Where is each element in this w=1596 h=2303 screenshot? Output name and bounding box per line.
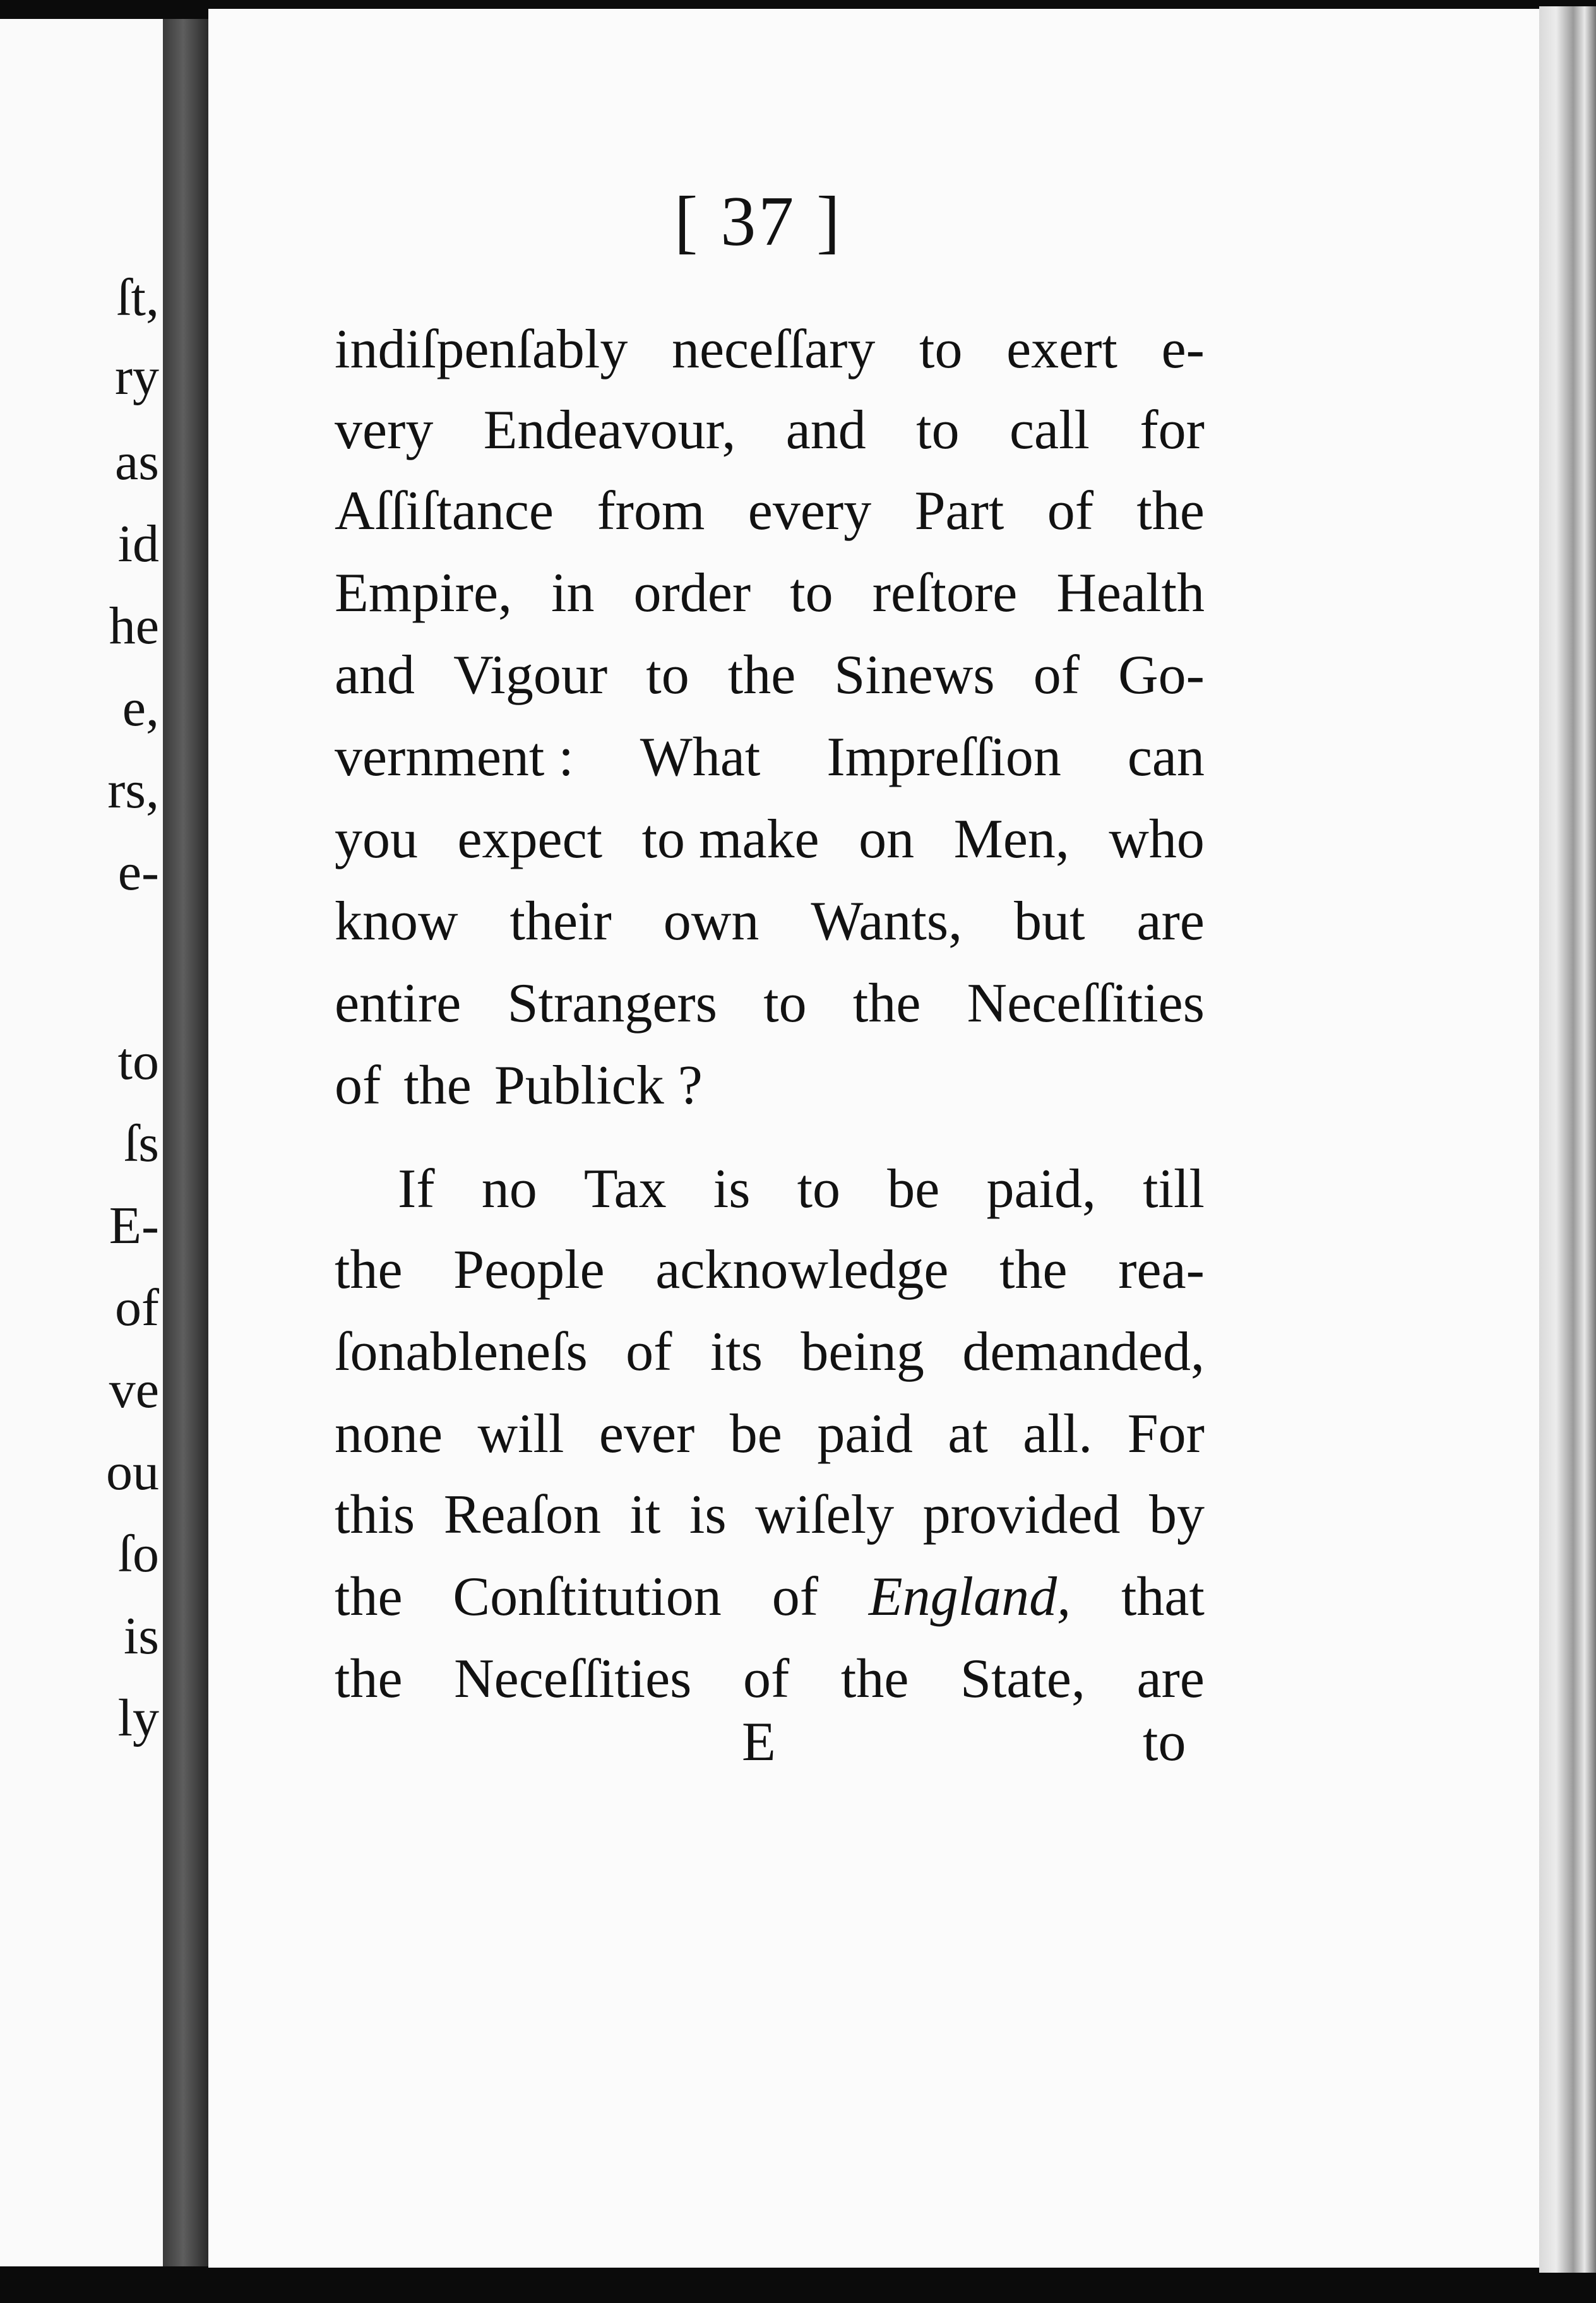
word: entire <box>335 973 462 1034</box>
facing-page-fragment: ou <box>106 1443 159 1501</box>
text-line <box>398 1158 1205 1220</box>
word: order <box>633 562 751 624</box>
word: Vigour <box>453 645 608 706</box>
word: on <box>859 809 915 870</box>
facing-page-fragment: ſo <box>117 1525 159 1583</box>
word: What <box>640 727 761 788</box>
text-line <box>335 1648 1205 1710</box>
word: very <box>335 400 434 461</box>
word: to <box>763 973 807 1034</box>
facing-page-fragment: e, <box>122 679 159 737</box>
word: the <box>335 1648 403 1710</box>
word: ever <box>598 1403 695 1465</box>
text-line <box>335 1055 1205 1116</box>
word: the <box>999 1239 1068 1300</box>
word: the <box>335 1566 403 1628</box>
facing-page-edge <box>0 19 163 2266</box>
word: vernment : <box>335 727 574 788</box>
word: every <box>747 480 872 542</box>
word: to make <box>641 809 819 870</box>
word: from <box>597 480 705 542</box>
word: but <box>1014 891 1085 952</box>
word: demanded, <box>962 1321 1205 1383</box>
word: paid, <box>986 1158 1096 1220</box>
facing-page-fragment: rs, <box>107 761 159 819</box>
word: acknowledge <box>655 1239 949 1300</box>
word: own <box>663 891 759 952</box>
word: to <box>797 1158 841 1220</box>
word: their <box>509 891 612 952</box>
word: the <box>852 973 921 1034</box>
word: Conſtitution <box>453 1566 722 1628</box>
word: neceſſary <box>671 319 876 380</box>
facing-page-fragment: to <box>117 1032 159 1091</box>
word: rea- <box>1118 1239 1205 1300</box>
word: Sinews <box>834 645 995 706</box>
word: Neceſſities <box>967 973 1205 1034</box>
word: of <box>626 1321 672 1383</box>
word: that <box>1121 1566 1205 1628</box>
facing-page-fragment: ſs <box>123 1114 159 1173</box>
text-line <box>335 1403 1205 1465</box>
facing-page-fragment: ry <box>115 347 159 406</box>
word: the <box>403 1055 472 1116</box>
word: its <box>710 1321 763 1383</box>
text-line <box>335 1484 1205 1545</box>
text-line <box>335 1239 1205 1300</box>
word: no <box>481 1158 537 1220</box>
word: at <box>948 1403 988 1465</box>
word: is <box>689 1484 727 1545</box>
word: and <box>785 400 866 461</box>
word: to <box>646 645 689 706</box>
word: of <box>742 1648 790 1710</box>
text-line <box>335 645 1205 706</box>
word: for <box>1140 400 1205 461</box>
text-line <box>335 727 1205 788</box>
gutter-shadow <box>163 19 208 2266</box>
word: be <box>729 1403 782 1465</box>
word: be <box>887 1158 940 1220</box>
catchword: to <box>1143 1711 1186 1773</box>
word: For <box>1127 1403 1205 1465</box>
word: the <box>840 1648 909 1710</box>
word: are <box>1136 1648 1205 1710</box>
word: who <box>1109 809 1205 870</box>
word: provided <box>922 1484 1121 1545</box>
word: Go- <box>1118 645 1205 706</box>
facing-page-fragment: is <box>123 1607 159 1665</box>
word: Publick ? <box>494 1055 703 1116</box>
word: to <box>790 562 833 624</box>
facing-page-fragment: ve <box>109 1360 159 1419</box>
facing-page-fragment: as <box>115 432 159 491</box>
word: can <box>1127 727 1205 788</box>
facing-page-fragment: ly <box>117 1689 159 1747</box>
word: this <box>335 1484 415 1545</box>
word: to <box>919 319 963 380</box>
word: wiſely <box>755 1484 895 1545</box>
text-line <box>335 400 1205 461</box>
facing-page-fragment: e- <box>117 843 159 902</box>
word: of <box>771 1566 818 1628</box>
text-line <box>335 973 1205 1034</box>
word: State, <box>960 1648 1085 1710</box>
word: exert <box>1006 319 1117 380</box>
word: of <box>1033 645 1080 706</box>
word: the <box>335 1239 403 1300</box>
word: Wants, <box>811 891 963 952</box>
word: indiſpenſably <box>335 319 628 380</box>
word: is <box>713 1158 751 1220</box>
word: Part <box>914 480 1004 542</box>
word: Health <box>1056 562 1205 624</box>
word: paid <box>817 1403 913 1465</box>
word: the <box>1136 480 1205 542</box>
word: and <box>335 645 415 706</box>
word: ſonableneſs <box>335 1321 588 1383</box>
text-line <box>335 891 1205 952</box>
word: Empire, <box>335 562 513 624</box>
word: you <box>335 809 418 870</box>
word: Impreſſion <box>826 727 1061 788</box>
word: e- <box>1161 319 1205 380</box>
page-number: [ 37 ] <box>674 182 843 261</box>
word: England, <box>868 1566 1071 1628</box>
facing-page-fragment: ſt, <box>116 268 159 327</box>
word: by <box>1149 1484 1205 1545</box>
word: being <box>801 1321 924 1383</box>
word: Strangers <box>507 973 717 1034</box>
text-line <box>335 562 1205 624</box>
text-line <box>335 319 1205 380</box>
word: Neceſſities <box>454 1648 692 1710</box>
word: reſtore <box>872 562 1018 624</box>
word: Aſſiſtance <box>335 480 554 542</box>
facing-page-fragment: of <box>115 1278 159 1337</box>
text-line <box>335 1321 1205 1383</box>
word: none <box>335 1403 443 1465</box>
word: will <box>477 1403 564 1465</box>
facing-page-fragment: id <box>117 515 159 573</box>
text-line <box>335 480 1205 542</box>
word: People <box>453 1239 605 1300</box>
word: till <box>1143 1158 1205 1220</box>
word: Reaſon <box>443 1484 601 1545</box>
word: Men, <box>953 809 1069 870</box>
text-line <box>335 809 1205 870</box>
signature-mark: E <box>742 1711 776 1773</box>
facing-page-fragment: he <box>109 597 159 655</box>
word: all. <box>1023 1403 1093 1465</box>
word: Endeavour, <box>483 400 736 461</box>
word: Tax <box>583 1158 667 1220</box>
word: the <box>727 645 796 706</box>
word: of <box>1047 480 1094 542</box>
word: of <box>335 1055 381 1116</box>
word: it <box>629 1484 661 1545</box>
word: expect <box>457 809 603 870</box>
word: to <box>916 400 960 461</box>
word: call <box>1009 400 1090 461</box>
text-line <box>335 1566 1205 1628</box>
word: If <box>398 1158 435 1220</box>
facing-page-fragment: E- <box>109 1196 159 1255</box>
page-stack-edge <box>1539 6 1596 2273</box>
word: know <box>335 891 458 952</box>
word: are <box>1136 891 1205 952</box>
word: in <box>551 562 595 624</box>
